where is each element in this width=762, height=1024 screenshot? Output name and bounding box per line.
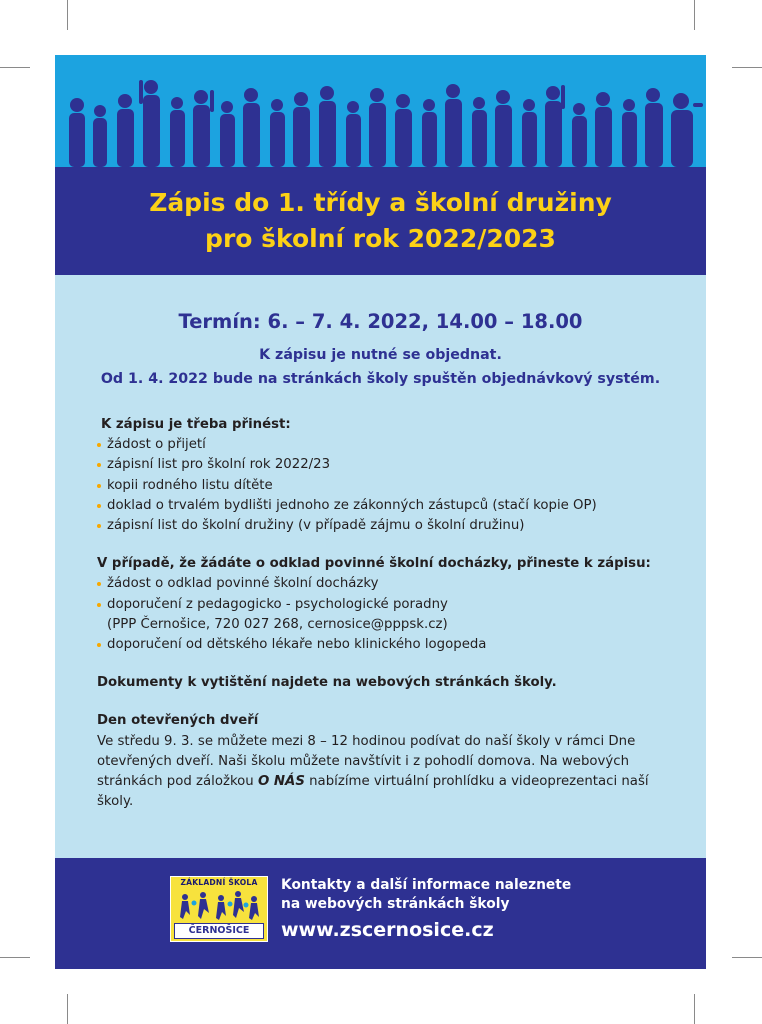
open-day-text-part2: nabízíme virtuální prohlídku a videoprezentaci naší školy. xyxy=(97,774,649,810)
logo-school-label: ZÁKLADNÍ ŠKOLA xyxy=(180,878,258,887)
open-day-text xyxy=(97,732,677,813)
children-silhouettes-illustration xyxy=(55,75,706,167)
term-dates: Termín: 6. – 7. 4. 2022, 14.00 – 18.00 xyxy=(178,310,583,333)
school-logo xyxy=(170,876,268,942)
content-body xyxy=(97,415,677,812)
list-item: zápisní list do školní družiny (v případě zájmu o školní družinu) xyxy=(97,516,677,536)
bring-heading: K zápisu je třeba přinést: xyxy=(101,417,291,432)
crop-mark xyxy=(67,0,68,30)
list-item: kopii rodného listu dítěte xyxy=(97,476,677,496)
deferral-heading: V případě, že žádáte o odklad povinné školní docházky, přineste k zápisu: xyxy=(97,556,651,572)
bring-list xyxy=(97,435,677,536)
title-banner xyxy=(55,167,706,275)
list-item: žádost o přijetí xyxy=(97,435,677,455)
crop-mark xyxy=(732,67,762,68)
crop-mark xyxy=(67,994,68,1024)
booking-system-note: Od 1. 4. 2022 bude na stránkách školy spuštěn objednávkový systém. xyxy=(100,371,661,387)
list-item: žádost o odklad povinné školní docházky xyxy=(97,574,677,594)
crop-mark xyxy=(732,957,762,958)
footer-banner xyxy=(55,858,706,969)
deferral-list xyxy=(97,574,677,614)
silhouette-banner xyxy=(55,55,706,167)
documents-note: Dokumenty k vytištění najdete na webových stránkách školy. xyxy=(97,675,557,691)
list-item: doporučení od dětského lékaře nebo klinického logopeda xyxy=(97,635,677,655)
list-item: zápisní list pro školní rok 2022/23 xyxy=(97,455,677,475)
poster xyxy=(55,55,706,969)
open-day-heading: Den otevřených dveří xyxy=(97,713,259,729)
page-title-line2: pro školní rok 2022/2023 xyxy=(205,224,556,253)
about-us-emphasis: O NÁS xyxy=(257,774,305,790)
page-title-line1: Zápis do 1. třídy a školní družiny xyxy=(149,188,612,217)
deferral-list-cont xyxy=(97,635,677,655)
booking-note: K zápisu je nutné se objednat. xyxy=(259,347,502,363)
website-link[interactable]: www.zscernosice.cz xyxy=(281,919,494,941)
crop-mark xyxy=(0,957,30,958)
crop-mark xyxy=(694,994,695,1024)
contact-line2: na webových stránkách školy xyxy=(281,896,510,912)
logo-children-graphic xyxy=(175,889,263,923)
logo-town-label: ČERNOŠICE xyxy=(174,923,264,939)
contact-line1: Kontakty a další informace naleznete xyxy=(281,877,572,893)
list-item: doklad o trvalém bydlišti jednoho ze zákonných zástupců (stačí kopie OP) xyxy=(97,496,677,516)
crop-mark xyxy=(694,0,695,30)
list-item: doporučení z pedagogicko - psychologické poradny xyxy=(97,595,677,615)
open-day-text-part1: Ve středu 9. 3. se můžete mezi 8 – 12 hodinou podívat do naší školy v rámci Dne otevřených dveří. Naši školu můžete navštívit i z pohodlí domova. Na webových stránkách pod záložkou xyxy=(97,733,636,790)
contact-block xyxy=(281,876,571,944)
crop-mark xyxy=(0,67,30,68)
counseling-contact: (PPP Černošice, 720 027 268, cernosice@pppsk.cz) xyxy=(107,616,448,632)
